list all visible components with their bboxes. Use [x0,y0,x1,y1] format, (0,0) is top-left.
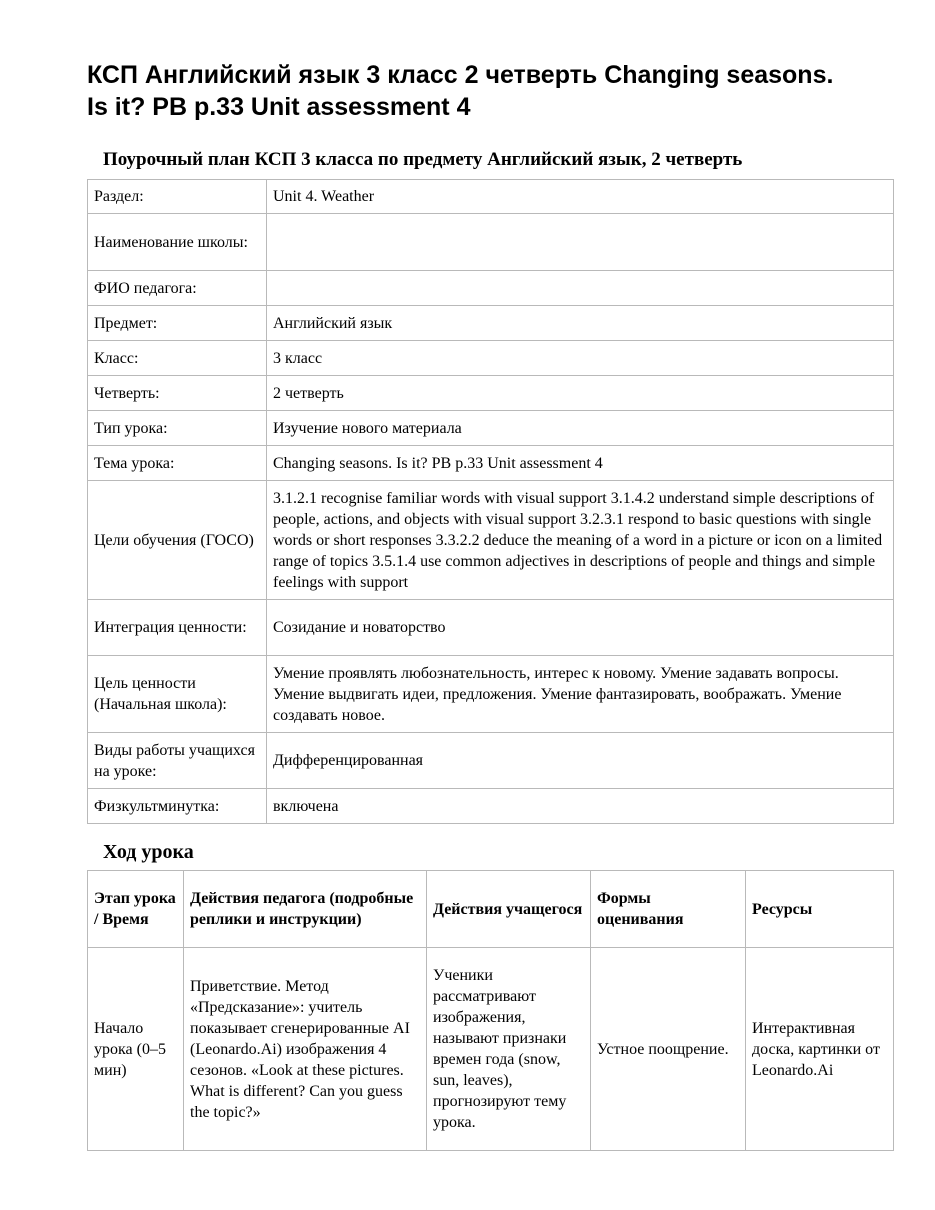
info-value: Умение проявлять любознательность, интерес к новому. Умение задавать вопросы. Умение выдвигать идеи, предложения. Умение фантазировать, воображать. Умение создавать новое. [267,656,894,733]
info-row [88,600,894,656]
info-label: Класс: [88,341,267,376]
lesson-student-actions: Ученики рассматривают изображения, называют признаки времен года (snow, sun, leaves), прогнозируют тему урока. [427,948,591,1151]
header-assessment: Формы оценивания [591,871,746,948]
info-row [88,656,894,733]
info-label: Тема урока: [88,446,267,481]
info-label: Цели обучения (ГОСО) [88,481,267,600]
info-row [88,733,894,789]
info-value: Changing seasons. Is it? PB p.33 Unit assessment 4 [267,446,894,481]
lesson-info-table [87,179,894,824]
lesson-teacher-actions: Приветствие. Метод «Предсказание»: учитель показывает сгенерированные AI (Leonardo.Ai) изображения 4 сезонов. «Look at these pictures. What is different? Can you guess the topic?» [184,948,427,1151]
info-row [88,214,894,271]
info-label: Раздел: [88,180,267,214]
info-value: 3 класс [267,341,894,376]
lesson-flow-table [87,870,894,1151]
info-row [88,376,894,411]
info-row [88,306,894,341]
info-label: Предмет: [88,306,267,341]
info-value: 2 четверть [267,376,894,411]
lesson-row [88,948,894,1151]
info-value: Дифференцированная [267,733,894,789]
plan-subtitle: Поурочный план КСП 3 класса по предмету Английский язык, 2 четверть [103,149,743,170]
info-value: включена [267,789,894,824]
info-value: Английский язык [267,306,894,341]
document-title: КСП Английский язык 3 класс 2 четверть Changing seasons. Is it? PB p.33 Unit assessment 4 [87,61,834,121]
info-label: Тип урока: [88,411,267,446]
info-value: 3.1.2.1 recognise familiar words with visual support 3.1.4.2 understand simple descriptions of people, actions, and objects with visual support 3.2.3.1 respond to basic questions with single words or short responses 3.3.2.2 deduce the meaning of a word in a picture or icon on a limited range of topics 3.5.1.4 use common adjectives in descriptions of people and things and simple feelings with support [267,481,894,600]
info-row [88,481,894,600]
info-label: Физкультминутка: [88,789,267,824]
info-row [88,789,894,824]
info-label: Интеграция ценности: [88,600,267,656]
header-stage: Этап урока / Время [88,871,184,948]
info-row [88,180,894,214]
info-value: Созидание и новаторство [267,600,894,656]
lesson-section-title: Ход урока [103,841,194,863]
info-row [88,271,894,306]
lesson-header-row [88,871,894,948]
header-resources: Ресурсы [746,871,894,948]
info-row [88,446,894,481]
header-student-actions: Действия учащегося [427,871,591,948]
info-value [267,214,894,271]
info-row [88,411,894,446]
info-row [88,341,894,376]
header-teacher-actions: Действия педагога (подробные реплики и инструкции) [184,871,427,948]
info-value: Unit 4. Weather [267,180,894,214]
info-label: Цель ценности (Начальная школа): [88,656,267,733]
info-value [267,271,894,306]
info-label: ФИО педагога: [88,271,267,306]
info-value: Изучение нового материала [267,411,894,446]
lesson-stage: Начало урока (0–5 мин) [88,948,184,1151]
lesson-assessment: Устное поощрение. [591,948,746,1151]
info-label: Четверть: [88,376,267,411]
lesson-resources: Интерактивная доска, картинки от Leonardo.Ai [746,948,894,1151]
info-label: Виды работы учащихся на уроке: [88,733,267,789]
info-label: Наименование школы: [88,214,267,271]
